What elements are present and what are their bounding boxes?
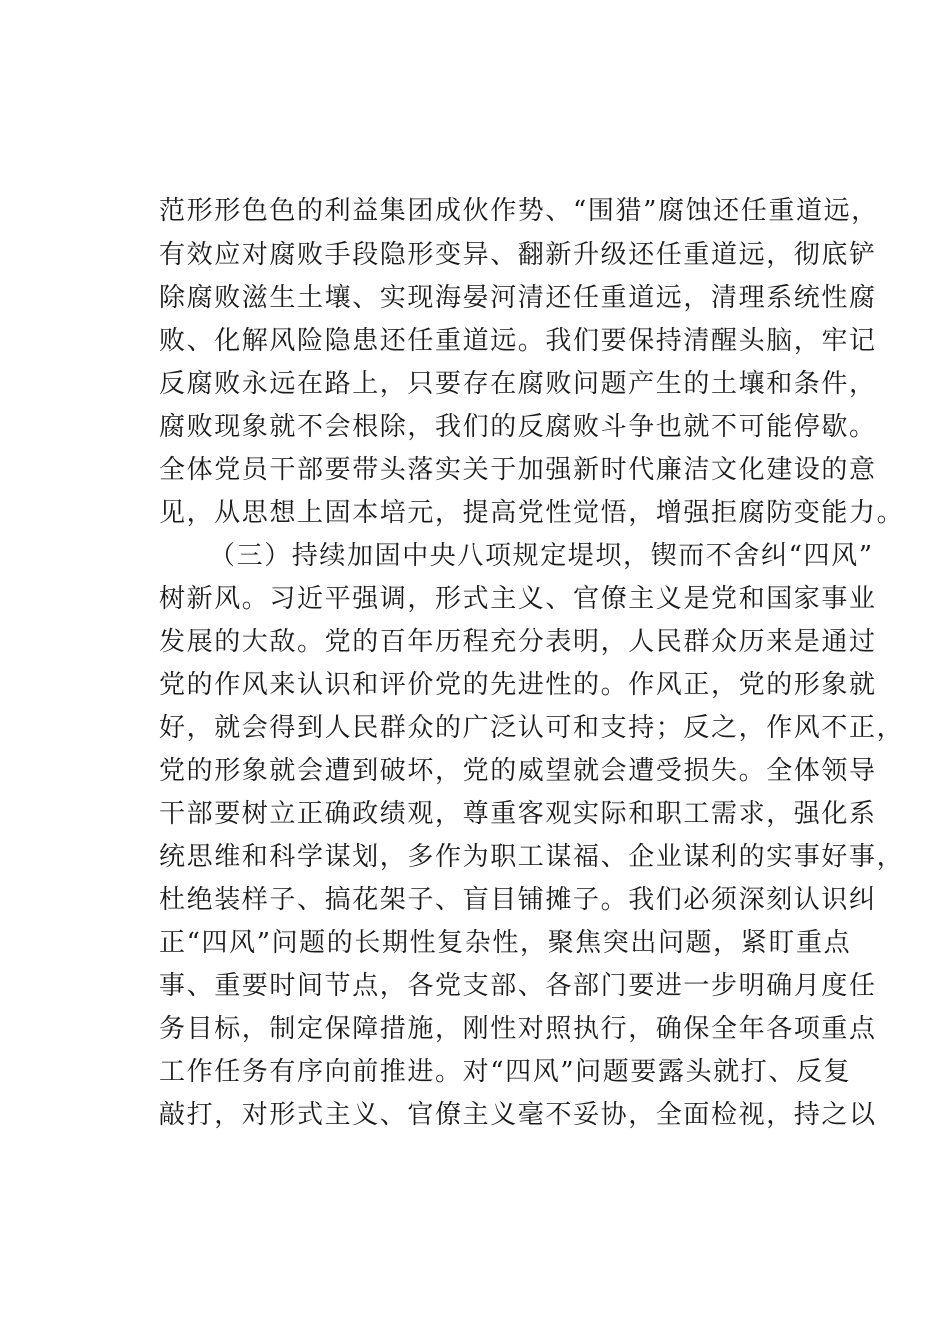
text-line: 反腐败永远在路上，只要存在腐败问题产生的土壤和条件，: [159, 369, 877, 399]
text-line: 发展的大敌。党的百年历程充分表明，人民群众历来是通过: [159, 627, 877, 657]
text-line: 敲打，对形式主义、官僚主义毫不妥协，全面检视，持之以: [159, 1100, 877, 1130]
section-heading-line: （三）持续加固中央八项规定堤坝，锲而不舍纠“四风”: [209, 541, 874, 571]
text-line: 正“四风”问题的长期性复杂性，聚焦突出问题，紧盯重点: [159, 928, 852, 958]
text-line: 事、重要时间节点，各党支部、各部门要进一步明确月度任: [159, 971, 877, 1001]
text-line: 除腐败滋生土壤、实现海晏河清还任重道远，清理系统性腐: [159, 283, 877, 313]
text-line: 有效应对腐败手段隐形变异、翻新升级还任重道远，彻底铲: [159, 240, 877, 270]
text-line: 工作任务有序向前推进。对“四风”问题要露头就打、反复: [159, 1057, 852, 1087]
text-line: 范形形色色的利益集团成伙作势、“围猎”腐蚀还任重道远，: [159, 196, 879, 226]
text-line: 统思维和科学谋划，多作为职工谋福、企业谋利的实事好事，: [159, 842, 905, 872]
text-line: 党的作风来认识和评价党的先进性的。作风正，党的形象就: [159, 670, 877, 700]
text-line: 务目标，制定保障措施，刚性对照执行，确保全年各项重点: [159, 1014, 877, 1044]
text-line: 树新风。习近平强调，形式主义、官僚主义是党和国家事业: [159, 584, 877, 614]
text-line: 腐败现象就不会根除，我们的反腐败斗争也就不可能停歇。: [159, 412, 877, 442]
text-line: 干部要树立正确政绩观，尊重客观实际和职工需求，强化系: [159, 799, 877, 829]
text-line: 好，就会得到人民群众的广泛认可和支持；反之，作风不正，: [159, 713, 905, 743]
text-line: 见，从思想上固本培元，提高党性觉悟，增强拒腐防变能力。: [159, 498, 905, 528]
text-line: 全体党员干部要带头落实关于加强新时代廉洁文化建设的意: [159, 455, 877, 485]
text-line: 杜绝装样子、搞花架子、盲目铺摊子。我们必须深刻认识纠: [159, 885, 877, 915]
text-line: 党的形象就会遭到破坏，党的威望就会遭受损失。全体领导: [159, 756, 877, 786]
text-line: 败、化解风险隐患还任重道远。我们要保持清醒头脑，牢记: [159, 326, 877, 356]
